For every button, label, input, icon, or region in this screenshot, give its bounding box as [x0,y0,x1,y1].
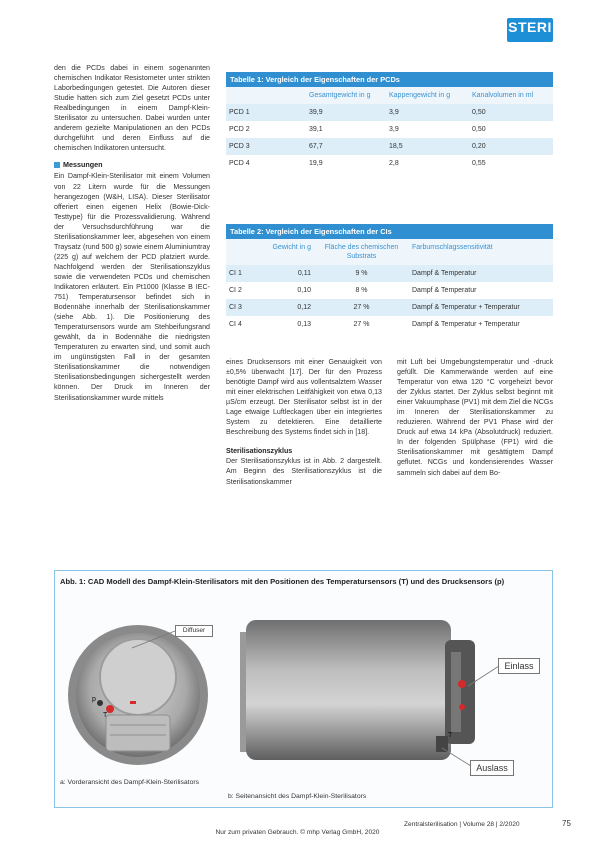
table-cell: 8 % [355,287,368,294]
table-header-cell: Gewicht in g [272,244,311,251]
table-header-cell [226,239,254,265]
section-heading-text: Messungen [63,160,103,170]
table-cell: 27 % [314,299,409,316]
table-cell: 3,9 [389,126,399,133]
diffuser-leader-line [130,630,176,650]
intro-paragraph: den die PCDs dabei in einem sogenannten chemischen Indikator Resistometer unter strikten Laborbedingungen getestet. Die Autoren dieser Studie hatten sich zum Ziel gesetzt PCDs unter Realbedingungen in einem Dampf-Klein-Sterilisator zu untersuchen. Dabei wurden unter anderem gezielte Manipulationen an den PCDs durchgeführt und deren Einfluss auf die chemischen Indikatoren untersucht. [54,64,210,153]
table-cell: Dampf & Temperatur + Temperatur [412,321,520,328]
table-1 [226,72,553,172]
table-cell: 0,50 [472,126,486,133]
table-header-cell: Farbumschlagssensitivität [412,244,493,251]
page-number: 75 [562,819,571,828]
table-header-row [226,87,553,104]
table-header-cell: Fläche des chemischen Substrats [324,244,399,260]
table-2-grid [226,239,553,333]
diffuser-label: Diffuser [175,625,213,637]
table-1-title: Tabelle 1: Vergleich der Eigenschaften der PCDs [226,72,553,87]
subcaption-a: a: Vorderansicht des Dampf-Klein-Sterilisators [60,779,200,786]
auslass-leader-line [440,746,472,768]
table-1-grid [226,87,553,172]
table-cell: Dampf & Temperatur [412,287,477,294]
right-text-column [397,357,553,478]
table-cell: 19,9 [309,160,323,167]
logo-text: STERI [508,19,552,35]
copyright-notice: Nur zum privaten Gebrauch. © mhp Verlag GmbH, 2020 [215,829,380,836]
table-cell: 3,9 [386,104,469,121]
table-cell: 0,50 [469,104,553,121]
table-cell: 39,1 [309,126,323,133]
einlass-label: Einlass [498,658,540,674]
table-cell: 0,13 [297,321,311,328]
journal-reference: Zentralsterilisation | Volume 28 | 2/2020 [404,821,520,828]
temperature-sensor-label: T [103,712,108,719]
middle-text-column [226,357,382,487]
table-cell: 0,55 [472,160,486,167]
table-cell: 0,11 [254,265,314,282]
table-cell: Dampf & Temperatur + Temperatur [409,299,553,316]
figure-caption: Abb. 1: CAD Modell des Dampf-Klein-Sterilisators mit den Positionen des Temperatursensors (T) und des Drucksensors (p) [60,577,505,586]
table-cell: PCD 1 [226,104,306,121]
table-header-cell: Kanalvolumen in ml [472,92,534,99]
table-2-title: Tabelle 2: Vergleich der Eigenschaften der CIs [226,224,553,239]
section-heading [54,160,210,170]
table-cell: CI 2 [229,287,242,294]
einlass-leader-line [466,664,500,688]
table-cell: 0,12 [254,299,314,316]
side-temperature-label: T [448,732,453,739]
table-cell: PCD 2 [229,126,250,133]
body-paragraph: Ein Dampf-Klein-Sterilisator mit einem Volumen von 22 Litern wurde für die Messungen herangezogen (W&H, LISA). Dieser Sterilisator offeriert einen eigenen Helix (Bowie-Dick-Testtype) für die Prozessvalidierung. Während der Versuchsdurchführung war die Sterilisationskammer leer, abgesehen von einem Traysatz (rund 500 g) sowie einem Aluminiumtray (225 g) auf welchem der PCD platziert wurde. Nachfolgend werden der Sterilisationszyklus sowie die verwendeten PCDs und chemischen Indikatoren erläutert. Ein Pt1000 (Klasse B IEC-751) Temperatursensor befindet sich in Bodennähe innerhalb der Sterilisationskammer (siehe Abb. 1). Die Positionierung des Temperatursensors wurde am Stehbeifungsrand gewählt, da in Bodennähe die niedrigsten Temperaturen zu erwarten sind, und somit auch im ungünstigsten Fall in der gesamten Sterilisationskammer die notwendigen Sterilisationsbedingungen sichergestellt werden können. Der Druck im Inneren der Sterilisationskammer wurde mittels [54,172,210,402]
table-cell: 27 % [353,321,370,328]
table-2 [226,224,553,333]
table-cell: 39,9 [306,104,386,121]
table-cell: 0,10 [297,287,311,294]
table-header-cell [226,87,306,104]
table-cell: 0,20 [469,138,553,155]
table-row [226,299,553,316]
subsection-heading: Sterilisationszyklus [226,447,293,456]
middle-paragraph: eines Drucksensors mit einer Genauigkeit von ±0,5% überwacht [17]. Der für den Prozess benötigte Dampf wird aus vollentsalztem Wasser mit einer elektrischen Leitfähigkeit von etwa 0,13 µS/cm erzeugt. Der Sterilisator selbst ist in der Lage etwaige Luftleckagen über ein integriertes System zu detektieren. Eine detaillierte Beschreibung des Systems findet sich in [18]. [226,358,382,437]
table-cell: CI 1 [226,265,254,282]
table-cell: PCD 4 [229,160,250,167]
auslass-label: Auslass [470,760,514,776]
table-row [226,282,553,299]
table-row [226,316,553,333]
table-cell: 18,5 [386,138,469,155]
table-cell: 9 % [314,265,409,282]
right-paragraph: mit Luft bei Umgebungstemperatur und -druck gefüllt. Die Kammerwände werden auf eine Temperatur von etwa 120 °C vorgeheizt bevor der Zyklus startet. Der Zyklus selbst beginnt mit einer Vakuumphase (PV1) mit dem Ziel die NCGs im Inneren der Sterilisationskammer zu reduzieren. Während der PV1 Phase wird der Druck auf etwa 14 kPa (Absolutdruck) reduziert. In der folgenden Spülphase (FP1) wird die Sterilisationskammer mit gesättigtem Dampf geflutet. NCGs und kondensierendes Wasser sammeln sich dabei auf dem Bo- [397,358,553,477]
table-cell: CI 4 [229,321,242,328]
table-header-cell: Gesamtgewicht in g [309,92,371,99]
pressure-sensor-label: p [92,696,96,703]
subcaption-b: b: Seitenansicht des Dampf-Klein-Sterilisators [228,793,367,800]
table-row [226,138,553,155]
table-header-cell: Kappengewicht in g [389,92,451,99]
section-marker-icon [54,162,60,168]
table-cell: 2,8 [389,160,399,167]
table-row [226,104,553,121]
table-cell: PCD 3 [226,138,306,155]
journal-logo [507,18,553,42]
table-cell: Dampf & Temperatur [409,265,553,282]
table-header-row [226,239,553,265]
left-text-column [54,63,210,403]
table-cell: CI 3 [226,299,254,316]
table-row [226,265,553,282]
table-row [226,155,553,172]
table-cell: 67,7 [306,138,386,155]
table-row [226,121,553,138]
middle-paragraph-2: Der Sterilisationszyklus ist in Abb. 2 dargestellt. Am Beginn des Sterilisationszyklus ist die Sterilisationskammer [226,457,382,486]
